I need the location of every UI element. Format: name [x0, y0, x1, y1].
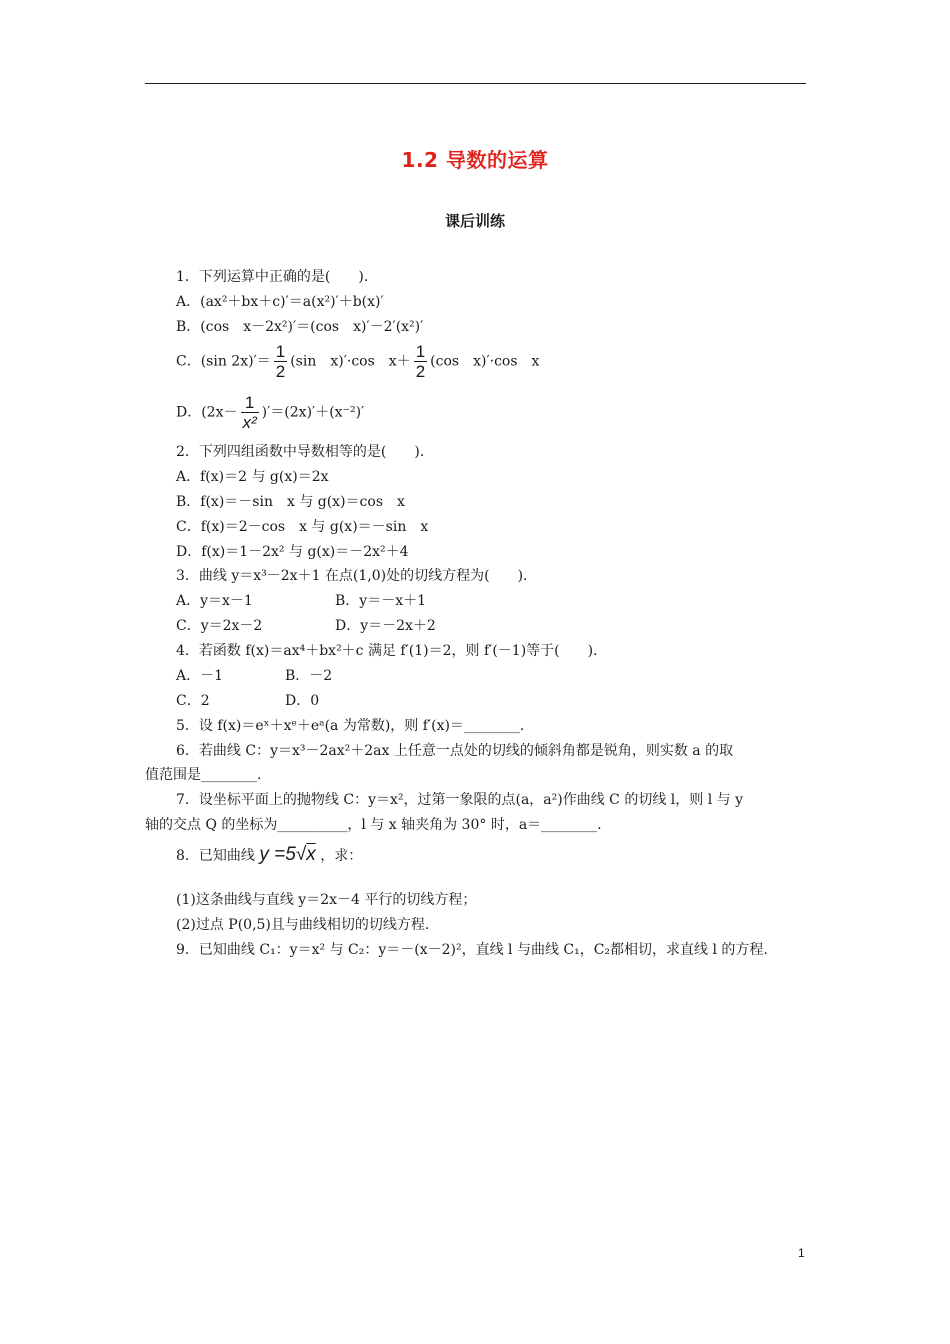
question-4-option-d: D．0 [285, 693, 320, 709]
question-3-option-d: D．y＝－2x＋2 [335, 618, 436, 634]
question-2-option-c: C．f(x)＝2－cos x 与 g(x)＝－sin x [176, 519, 429, 535]
question-1-option-a: A．(ax²＋bx＋c)′＝a(x²)′＋b(x)′ [176, 294, 384, 310]
question-7-stem-line-2: 轴的交点 Q 的坐标为__________，l 与 x 轴夹角为 30° 时，a＝________. [145, 817, 602, 833]
question-2-option-a: A．f(x)＝2 与 g(x)＝2x [176, 469, 329, 485]
question-8-part-2: (2)过点 P(0,5)且与曲线相切的切线方程. [176, 917, 430, 933]
question-4-option-c: C．2 [176, 693, 210, 709]
question-3-option-b: B．y＝－x＋1 [335, 593, 426, 609]
question-6-stem-line-1: 6．若曲线 C：y＝x³－2ax²＋2ax 上任意一点处的切线的倾斜角都是锐角，则实数 a 的取 [176, 743, 734, 759]
question-2-option-b: B．f(x)＝－sin x 与 g(x)＝cos x [176, 494, 405, 510]
fraction-denominator: 2 [415, 362, 426, 381]
question-8-suffix: ，求： [320, 848, 363, 864]
fraction-half-2 [414, 342, 427, 381]
fraction-numerator: 1 [244, 393, 255, 412]
question-4-stem: 4．若函数 f(x)＝ax⁴＋bx²＋c 满足 f′(1)＝2，则 f′(－1)等于( )． [176, 643, 608, 659]
option-c-middle: (sin x)′·cos x＋ [290, 353, 411, 370]
question-3-stem: 3．曲线 y＝x³－2x＋1 在点(1,0)处的切线方程为( )． [176, 568, 538, 584]
fraction-half-1 [274, 342, 287, 381]
option-c-prefix: C．(sin 2x)′＝ [176, 353, 271, 370]
question-3-option-a: A．y＝x－1 [176, 593, 253, 609]
question-2-stem: 2．下列四组函数中导数相等的是( )． [176, 444, 434, 460]
fraction-denominator: 2 [275, 362, 286, 381]
sqrt-sign-icon: √ [295, 844, 307, 865]
question-6-stem-line-2: 值范围是________. [145, 767, 262, 783]
page-number: 1 [798, 1246, 805, 1260]
question-8-stem [176, 846, 362, 865]
fraction-numerator: 1 [415, 342, 426, 361]
question-3-option-c: C．y＝2x－2 [176, 618, 263, 634]
fraction-numerator: 1 [275, 342, 286, 361]
header-rule [145, 83, 806, 84]
page-title: 1.2 导数的运算 [401, 148, 549, 172]
section-subtitle: 课后训练 [444, 212, 505, 230]
question-1-option-c [176, 342, 539, 381]
question-4-option-a: A．－1 [176, 668, 224, 684]
formula-lhs: y =5 [259, 844, 296, 865]
question-8-part-1: (1)这条曲线与直线 y＝2x－4 平行的切线方程； [176, 892, 477, 908]
option-d-prefix: D．(2x－ [176, 404, 238, 421]
formula-radicand: x [306, 844, 316, 865]
question-9-stem: 9．已知曲线 C₁：y＝x² 与 C₂：y＝－(x－2)²，直线 l 与曲线 C₁，C₂都相切，求直线 l 的方程. [176, 942, 768, 958]
question-4-option-b: B．－2 [285, 668, 333, 684]
question-1-option-d [176, 393, 364, 432]
question-1-stem: 1．下列运算中正确的是( )． [176, 269, 378, 285]
fraction-denominator: x² [242, 413, 257, 432]
question-7-stem-line-1: 7．设坐标平面上的抛物线 C：y＝x²，过第一象限的点(a，a²)作曲线 C 的切线 l，则 l 与 y [176, 792, 743, 808]
option-d-suffix: )′＝(2x)′＋(x⁻²)′ [261, 404, 365, 421]
question-2-option-d: D．f(x)＝1－2x² 与 g(x)＝－2x²＋4 [176, 544, 409, 560]
fraction-one-over-x-squared [241, 393, 259, 432]
question-1-option-b: B．(cos x－2x²)′＝(cos x)′－2′(x²)′ [176, 319, 424, 335]
question-5-stem: 5．设 f(x)＝eˣ＋xᵉ＋eᵃ(a 为常数)，则 f′(x)＝________. [176, 718, 525, 734]
formula-y-equals-5-sqrt-x [259, 844, 315, 865]
option-c-suffix: (cos x)′·cos x [430, 353, 540, 370]
question-8-prefix: 8．已知曲线 [176, 848, 255, 864]
